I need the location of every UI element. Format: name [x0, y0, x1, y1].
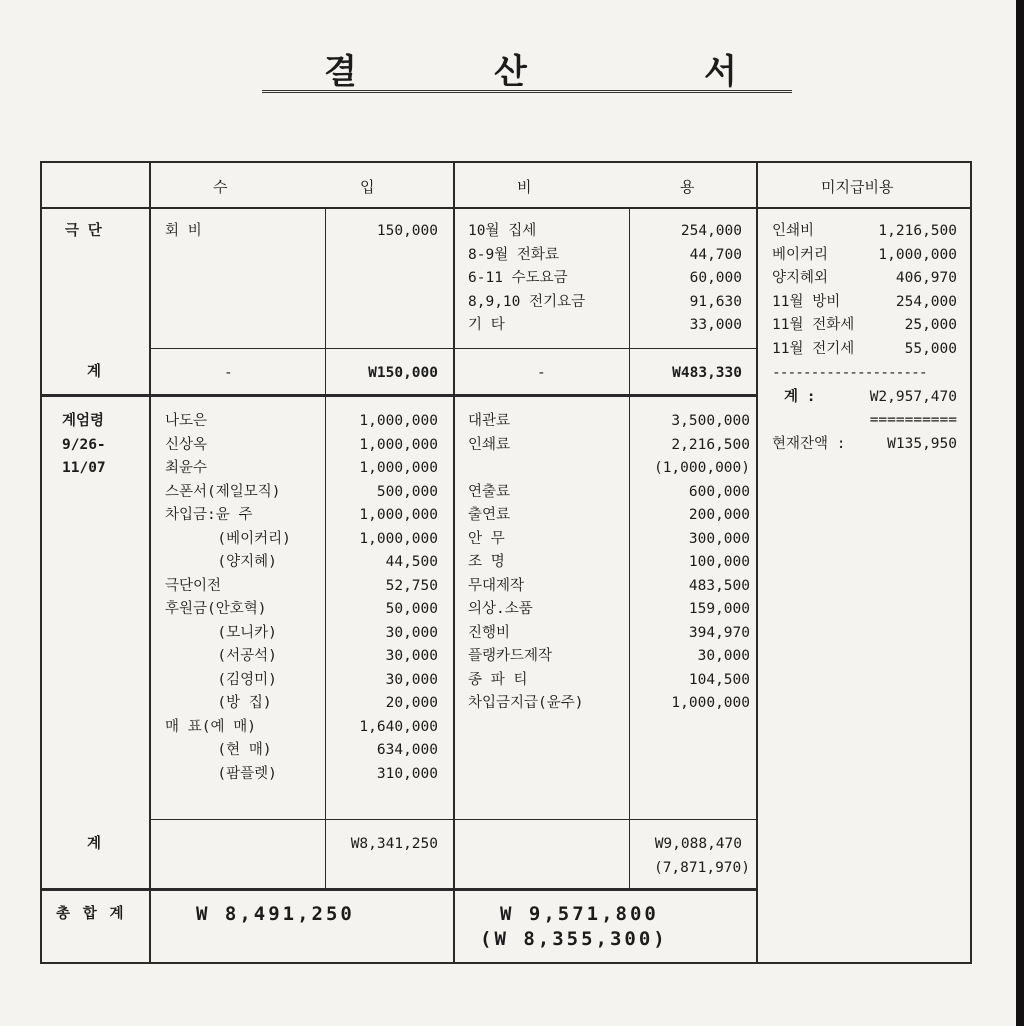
show-income-value: 1,000,000 — [359, 413, 438, 429]
show-expense-value: 483,500 — [688, 577, 750, 594]
show-label — [62, 410, 106, 481]
show-expense-value: 159,000 — [688, 601, 750, 617]
show-income-item: 차입금:윤 주 — [165, 507, 253, 523]
show-expense-value: 100,000 — [688, 554, 750, 570]
unpaid-total-value: W2,957,470 — [869, 389, 957, 405]
title-char-1: 결 — [324, 52, 359, 92]
show-income-value: 1,000,000 — [359, 507, 438, 523]
show-subtotal-divider — [150, 819, 756, 820]
header-expense-b: 용 — [680, 178, 695, 196]
show-expense-item: 출연료 — [468, 507, 511, 523]
unpaid-dash-line: -------------------- — [772, 365, 927, 381]
show-income-value: 30,000 — [385, 648, 438, 664]
troupe-expense-value: 44,700 — [689, 246, 742, 263]
show-expense-item: 의상.소품 — [468, 601, 533, 617]
header-expense-a: 비 — [517, 178, 532, 196]
troupe-expense-value: 33,000 — [689, 317, 742, 333]
title-char-3: 서 — [704, 52, 739, 92]
unpaid-item: 11월 방비 — [772, 293, 841, 310]
show-expense-item: 인쇄료 — [468, 436, 511, 453]
show-income-item: (김영미) — [165, 671, 277, 688]
troupe-income-values — [330, 220, 438, 244]
show-expense-value: 30,000 — [697, 648, 750, 664]
header-divider — [40, 207, 972, 209]
show-expense-item: 연출료 — [468, 483, 511, 500]
show-expense-values — [632, 410, 750, 716]
show-income-item: 극단이전 — [165, 577, 222, 594]
show-subtotal-income: W8,341,250 — [350, 836, 438, 852]
show-income-item: 매 표(예 매) — [165, 718, 256, 735]
show-expense-item: 플랭카드제작 — [468, 648, 553, 664]
show-income-value: 44,500 — [385, 554, 438, 570]
show-income-item: 나도은 — [165, 413, 208, 429]
show-income-value: 634,000 — [376, 742, 438, 758]
troupe-expense-value: 60,000 — [689, 270, 742, 286]
show-expense-item: 조 명 — [468, 554, 505, 570]
troupe-income-items — [165, 220, 202, 244]
troupe-subtotal-income: W150,000 — [368, 365, 438, 381]
show-expense-value: 3,500,000 — [671, 413, 750, 429]
troupe-expense-item: 8-9월 전화료 — [468, 246, 559, 263]
unpaid-items — [772, 220, 854, 361]
table-border-right — [970, 161, 972, 964]
troupe-subtotal-expense: W483,330 — [672, 365, 742, 381]
show-expense-item: 진행비 — [468, 624, 511, 641]
show-income-item: (모니카) — [165, 624, 277, 641]
show-subtotal-expense-paren: (7,871,970) — [653, 860, 750, 876]
balance-value: W135,950 — [887, 436, 957, 452]
troupe-expense-values — [632, 220, 742, 338]
show-income-value: 1,640,000 — [359, 718, 438, 735]
show-subtotal-expense: W9,088,470 — [654, 836, 742, 852]
col-divider-expense-values — [629, 208, 630, 890]
show-income-items — [165, 410, 291, 786]
show-income-item: 스폰서(제일모직) — [165, 483, 281, 500]
show-expense-item: 대관료 — [468, 413, 511, 429]
troupe-label: 극 단 — [65, 223, 102, 239]
troupe-subtotal-label: 계 — [87, 364, 102, 380]
troupe-subtotal-divider — [150, 348, 756, 349]
grand-total-expense: W 9,571,800 — [500, 903, 659, 925]
troupe-expense-item: 기 타 — [468, 317, 505, 333]
table-border-bottom — [40, 962, 972, 964]
table-border-top — [40, 161, 972, 163]
show-income-value: 310,000 — [376, 765, 438, 782]
troupe-expense-value: 254,000 — [680, 223, 742, 239]
header-income-b: 입 — [360, 178, 375, 196]
show-expense-items — [468, 410, 584, 716]
col-divider-unpaid — [756, 161, 758, 964]
show-label-line: 9/26- — [62, 436, 106, 453]
show-income-item: (현 매) — [165, 742, 272, 758]
grand-total-income: W 8,491,250 — [196, 903, 355, 925]
show-expense-value: 104,500 — [688, 671, 750, 688]
header-unpaid: 미지급비용 — [821, 178, 894, 196]
show-label-line: 계엄령 — [62, 413, 105, 429]
show-income-item: 후원금(안호혁) — [165, 601, 267, 617]
unpaid-item: 인쇄비 — [772, 223, 815, 239]
show-expense-item: 무대제작 — [468, 577, 525, 594]
show-income-value: 500,000 — [376, 483, 438, 500]
show-income-item: (서공석) — [165, 648, 277, 664]
show-expense-value: (1,000,000) — [653, 460, 750, 476]
table-border-left — [40, 161, 42, 964]
header-income-a: 수 — [213, 178, 228, 196]
show-income-value: 1,000,000 — [359, 530, 438, 547]
show-expense-value: 1,000,000 — [671, 695, 750, 711]
show-expense-item: 안 무 — [468, 530, 505, 547]
show-income-value: 1,000,000 — [359, 460, 438, 476]
col-divider-label — [149, 161, 151, 964]
show-income-item: (방 집) — [165, 695, 272, 711]
show-income-item: 신상옥 — [165, 436, 208, 453]
col-divider-income-values — [325, 208, 326, 890]
show-expense-value: 394,970 — [688, 624, 750, 641]
unpaid-values — [850, 220, 957, 361]
troupe-expense-value: 91,630 — [689, 293, 742, 310]
show-expense-value: 300,000 — [688, 530, 750, 547]
grand-total-label: 총 합 계 — [56, 906, 126, 922]
unpaid-value: 254,000 — [895, 293, 957, 310]
col-divider-income-expense — [453, 161, 455, 964]
show-expense-item: 종 파 티 — [468, 671, 528, 688]
unpaid-item: 베이커리 — [772, 246, 829, 263]
show-income-item: 최윤수 — [165, 460, 208, 476]
show-expense-item: 차입금지급(윤주) — [468, 695, 584, 711]
unpaid-item: 11월 전화세 — [772, 317, 855, 333]
unpaid-item: 11월 전기세 — [772, 340, 855, 357]
show-income-values — [330, 410, 438, 786]
show-expense-value: 600,000 — [688, 483, 750, 500]
unpaid-value: 1,000,000 — [878, 246, 957, 263]
troupe-income-value: 150,000 — [376, 223, 438, 239]
show-expense-value: 200,000 — [688, 507, 750, 523]
title-char-2: 산 — [494, 52, 529, 92]
unpaid-equals-line: ========== — [869, 412, 957, 428]
unpaid-value: 1,216,500 — [878, 223, 957, 239]
show-income-value: 1,000,000 — [359, 436, 438, 453]
unpaid-value: 55,000 — [904, 340, 957, 357]
unpaid-value: 25,000 — [904, 317, 957, 333]
troupe-subtotal-expense-dash: - — [537, 365, 546, 381]
show-income-value: 20,000 — [385, 695, 438, 711]
troupe-income-item: 회 비 — [165, 223, 202, 239]
show-income-item: (양지혜) — [165, 554, 277, 570]
show-income-value: 30,000 — [385, 624, 438, 641]
show-income-value: 30,000 — [385, 671, 438, 688]
troupe-expense-item: 6-11 수도요금 — [468, 270, 568, 286]
show-income-item: (팜플렛) — [165, 765, 277, 782]
show-expense-value: 2,216,500 — [671, 436, 750, 453]
unpaid-item: 양지혜외 — [772, 270, 829, 286]
show-label-line: 11/07 — [62, 460, 106, 476]
section-divider — [40, 394, 756, 397]
unpaid-total-label: 계 : — [784, 389, 816, 405]
show-income-item: (베이커리) — [165, 530, 291, 547]
show-income-value: 52,750 — [385, 577, 438, 594]
show-expense-item — [468, 457, 584, 481]
unpaid-value: 406,970 — [895, 270, 957, 286]
grand-total-expense-paren: (W 8,355,300) — [480, 928, 668, 950]
troupe-expense-item: 10월 집세 — [468, 223, 537, 239]
balance-label: 현재잔액 : — [772, 436, 846, 452]
show-income-value: 50,000 — [385, 601, 438, 617]
troupe-subtotal-income-dash: - — [224, 365, 233, 381]
show-subtotal-label: 계 — [87, 836, 102, 852]
troupe-expense-item: 8,9,10 전기요금 — [468, 293, 586, 310]
troupe-expense-items — [468, 220, 585, 338]
grand-total-divider — [40, 888, 756, 891]
